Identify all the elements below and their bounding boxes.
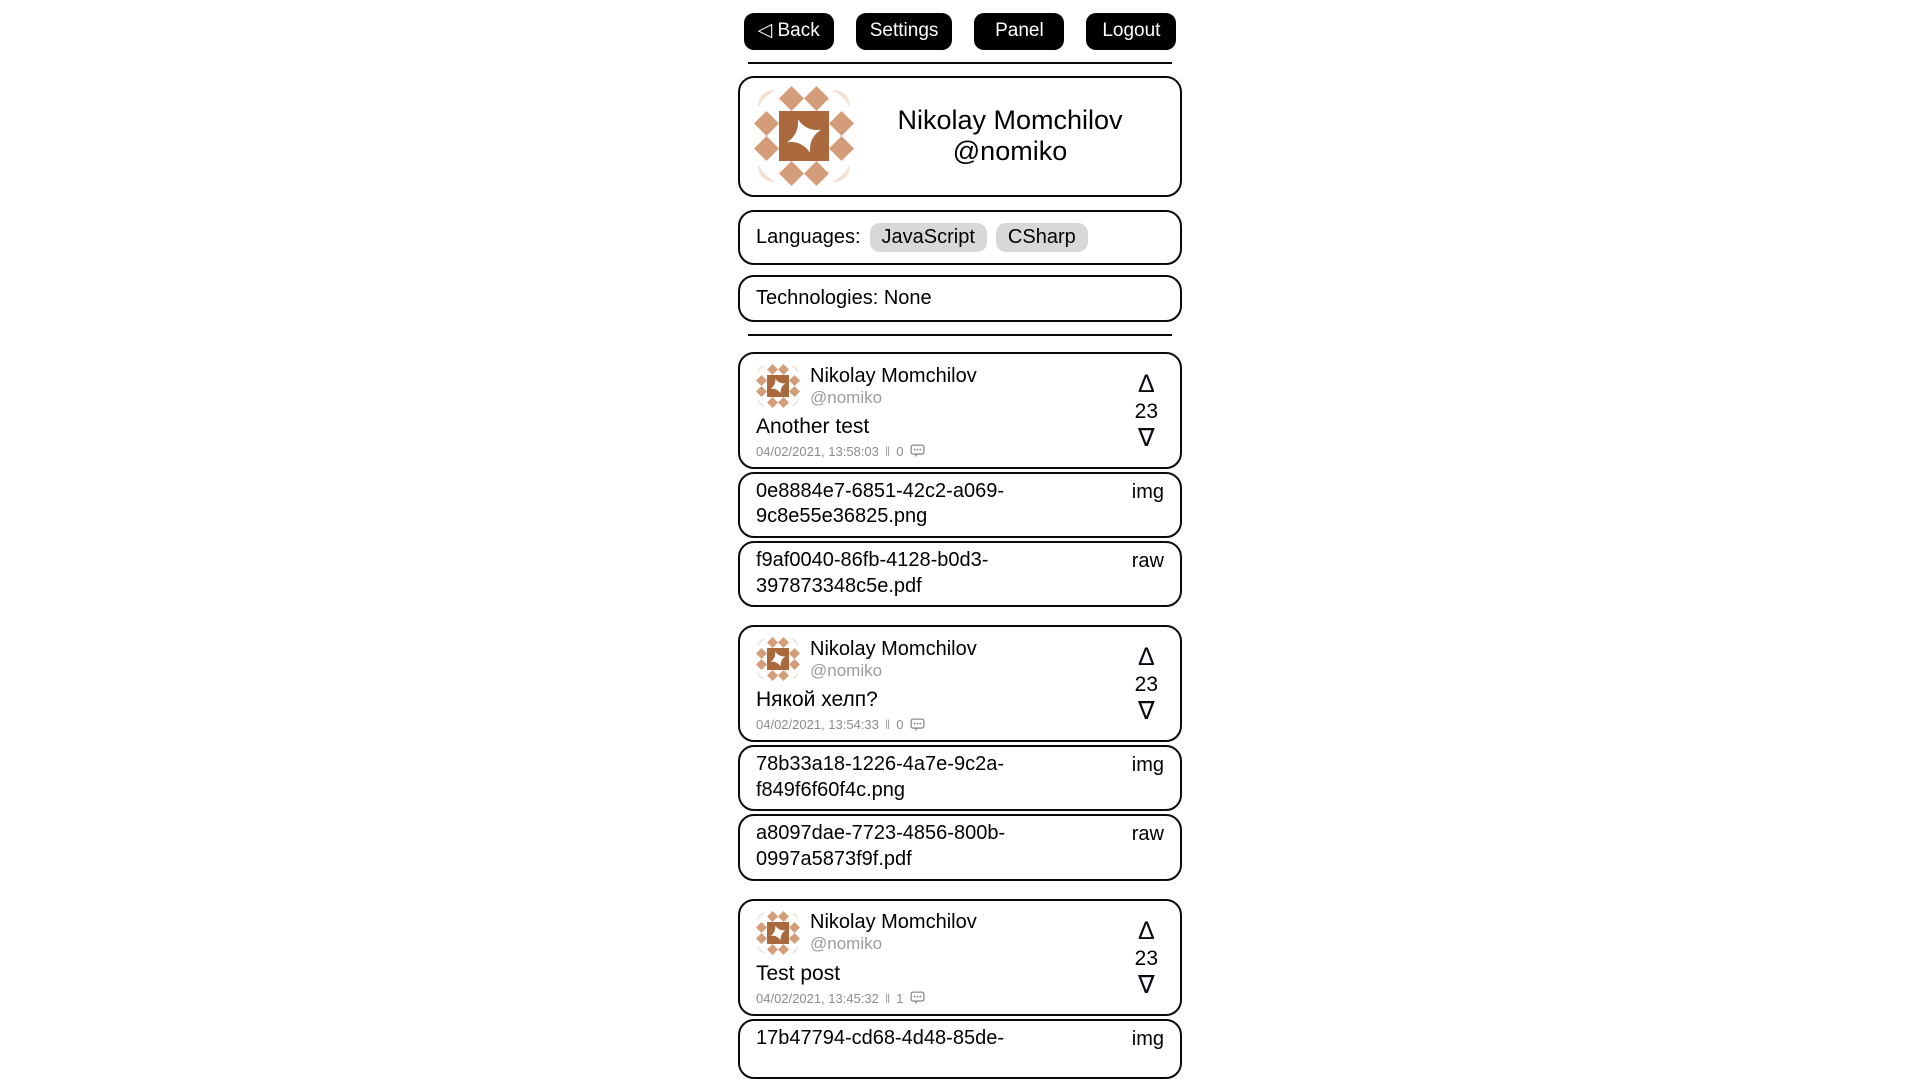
technologies-label: Technologies: None xyxy=(756,286,932,309)
upvote-icon[interactable]: Δ xyxy=(1137,643,1155,672)
comments-icon xyxy=(910,444,925,458)
attachment-row[interactable] xyxy=(738,745,1182,811)
meta-separator: ‖ xyxy=(884,717,891,733)
downvote-icon[interactable]: ∇ xyxy=(1137,697,1155,726)
post-header xyxy=(756,364,1127,408)
attachment-row[interactable] xyxy=(738,541,1182,607)
attachment-filename: f9af0040-86fb-4128-b0d3-397873348c5e.pdf xyxy=(756,548,989,597)
logout-button[interactable]: Logout xyxy=(1086,13,1176,50)
technologies-card xyxy=(738,275,1182,322)
profile-names xyxy=(854,105,1166,167)
languages-card xyxy=(738,210,1182,265)
meta-separator: ‖ xyxy=(884,990,891,1006)
post-author-name: Nikolay Momchilov xyxy=(810,911,977,934)
post-main xyxy=(756,637,1127,732)
attachment-type-badge: img xyxy=(1131,480,1164,503)
comments-icon xyxy=(910,991,925,1005)
top-divider xyxy=(748,62,1172,64)
post-meta xyxy=(756,444,1127,459)
main-column xyxy=(738,0,1182,1079)
vote-column xyxy=(1127,637,1166,732)
vote-count: 23 xyxy=(1134,946,1158,970)
attachment-filename: 17b47794-cd68-4d48-85de- xyxy=(756,1026,1004,1049)
post-title: Някой хелп? xyxy=(756,688,878,712)
post-timestamp: 04/02/2021, 13:58:03 xyxy=(756,443,879,459)
attachment-row[interactable] xyxy=(738,1019,1182,1079)
post-author-name: Nikolay Momchilov xyxy=(810,637,977,660)
post-card[interactable] xyxy=(738,899,1182,1016)
posts-divider xyxy=(748,334,1172,336)
post-author-handle: @nomiko xyxy=(810,660,883,680)
post-header xyxy=(756,911,1127,955)
upvote-icon[interactable]: Δ xyxy=(1137,916,1155,945)
post-comment-count: 0 xyxy=(896,443,904,459)
downvote-icon[interactable]: ∇ xyxy=(1137,423,1155,452)
vote-count: 23 xyxy=(1134,399,1158,423)
profile-name: Nikolay Momchilov xyxy=(897,105,1123,136)
language-tag-csharp: CSharp xyxy=(996,223,1088,252)
language-tag-javascript: JavaScript xyxy=(870,223,987,252)
post-card[interactable] xyxy=(738,352,1182,469)
attachment-row[interactable] xyxy=(738,472,1182,538)
panel-button[interactable]: Panel xyxy=(974,13,1064,50)
post-author-name: Nikolay Momchilov xyxy=(810,364,977,387)
post-card[interactable] xyxy=(738,625,1182,742)
post-comment-count: 1 xyxy=(896,990,904,1006)
comments-icon xyxy=(910,718,925,732)
post-meta xyxy=(756,991,1127,1006)
back-button[interactable]: ◁ Back xyxy=(744,13,834,50)
post-timestamp: 04/02/2021, 13:45:32 xyxy=(756,990,879,1006)
attachment-row[interactable] xyxy=(738,814,1182,880)
top-nav xyxy=(738,0,1182,50)
post-author-handle: @nomiko xyxy=(810,387,883,407)
languages-label: Languages: xyxy=(756,225,861,248)
post-header xyxy=(756,637,1127,681)
attachment-type-badge: img xyxy=(1131,1027,1164,1050)
post-title: Test post xyxy=(756,961,841,985)
attachment-type-badge: img xyxy=(1131,754,1164,777)
post-avatar xyxy=(756,637,800,681)
attachment-filename: a8097dae-7723-4856-800b-0997a5873f9f.pdf xyxy=(756,822,1006,870)
post-group xyxy=(738,625,1182,880)
post-meta xyxy=(756,717,1127,732)
attachment-filename: 0e8884e7-6851-42c2-a069-9c8e55e36825.png xyxy=(756,479,1004,528)
post-comment-count: 0 xyxy=(896,717,904,733)
post-group xyxy=(738,352,1182,607)
post-timestamp: 04/02/2021, 13:54:33 xyxy=(756,717,879,733)
post-group xyxy=(738,899,1182,1079)
vote-column xyxy=(1127,364,1166,459)
profile-avatar xyxy=(754,86,854,186)
post-main xyxy=(756,364,1127,459)
post-avatar xyxy=(756,364,800,408)
profile-card xyxy=(738,76,1182,197)
attachment-type-badge: raw xyxy=(1131,549,1164,572)
attachment-type-badge: raw xyxy=(1131,823,1164,846)
post-author-handle: @nomiko xyxy=(810,934,883,954)
post-main xyxy=(756,911,1127,1006)
upvote-icon[interactable]: Δ xyxy=(1137,369,1155,398)
attachment-filename: 78b33a18-1226-4a7e-9c2a-f849f6f60f4c.png xyxy=(756,753,1004,801)
vote-count: 23 xyxy=(1134,673,1158,697)
post-avatar xyxy=(756,911,800,955)
meta-separator: ‖ xyxy=(884,443,891,459)
profile-handle: @nomiko xyxy=(952,136,1068,167)
downvote-icon[interactable]: ∇ xyxy=(1137,970,1155,999)
post-title: Another test xyxy=(756,414,870,438)
settings-button[interactable]: Settings xyxy=(856,13,953,50)
vote-column xyxy=(1127,911,1166,1006)
